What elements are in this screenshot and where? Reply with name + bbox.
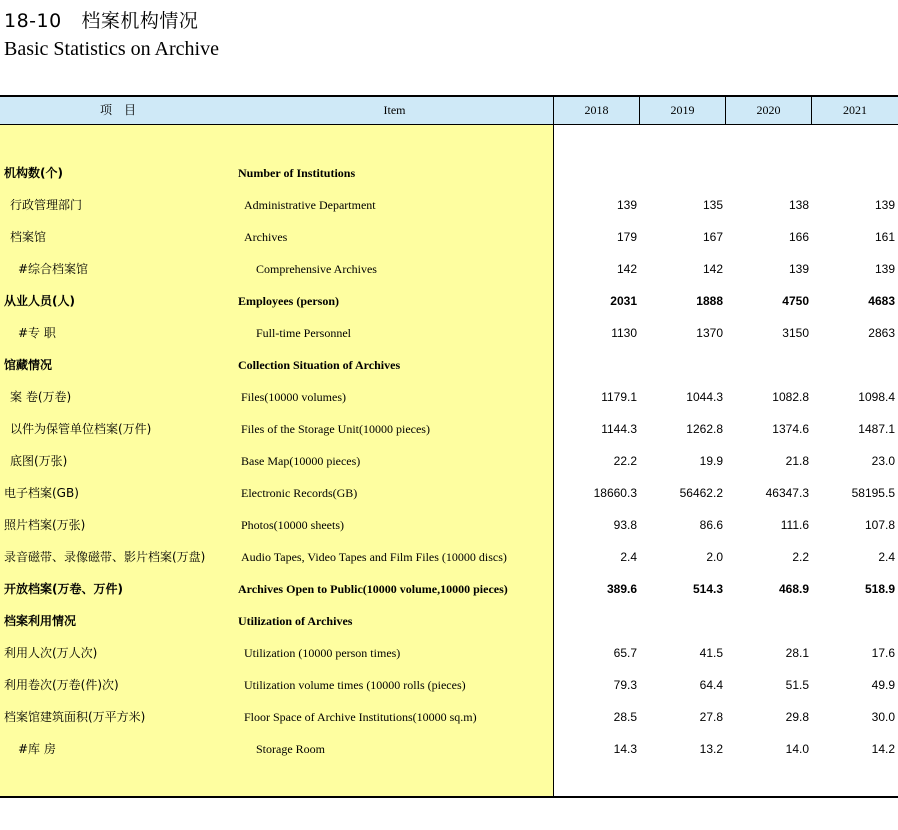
row-value-2019: 56462.2 <box>679 486 723 500</box>
row-label-en: Comprehensive Archives <box>256 262 377 276</box>
table-row <box>0 189 898 221</box>
row-value-2021: 139 <box>874 262 895 276</box>
header-item-en: Item <box>383 103 406 117</box>
table-row <box>0 669 898 701</box>
row-label-en: Archives <box>244 230 288 244</box>
table-row <box>0 637 898 669</box>
row-label-cn: 档案馆 <box>10 230 47 244</box>
row-value-2021: 161 <box>874 230 895 244</box>
row-label-cn: 行政管理部门 <box>10 198 83 212</box>
row-label-cn: #综合档案馆 <box>18 262 89 276</box>
row-label-cn: 从业人员(人) <box>4 294 75 308</box>
row-label-en: Collection Situation of Archives <box>238 358 401 372</box>
table-row <box>0 541 898 573</box>
row-value-2019: 1262.8 <box>686 422 723 436</box>
row-value-2021: 107.8 <box>864 518 895 532</box>
row-label-en: Floor Space of Archive Institutions(10000 sq.m) <box>244 710 477 724</box>
table-row <box>0 381 898 413</box>
row-value-2019: 13.2 <box>699 742 723 756</box>
table-row <box>0 253 898 285</box>
row-label-cn: 电子档案(GB) <box>4 486 79 500</box>
table-row <box>0 317 898 349</box>
row-label-cn: 照片档案(万张) <box>4 518 86 532</box>
row-value-2019: 514.3 <box>692 582 723 596</box>
row-label-en: Electronic Records(GB) <box>241 486 358 500</box>
row-label-en: Storage Room <box>256 742 325 756</box>
row-value-2020: 46347.3 <box>765 486 809 500</box>
table-row <box>0 605 898 637</box>
table-title-cn-text: 档案机构情况 <box>81 10 199 32</box>
row-value-2018: 1179.1 <box>601 390 637 404</box>
table-number: 18-10 <box>4 10 62 32</box>
row-label-en: Base Map(10000 pieces) <box>241 454 361 468</box>
row-label-en: Files of the Storage Unit(10000 pieces) <box>241 422 430 436</box>
row-value-2021: 58195.5 <box>851 486 895 500</box>
table-row <box>0 285 898 317</box>
row-label-cn: 馆藏情况 <box>4 358 53 372</box>
row-label-cn: 利用卷次(万卷(件)次) <box>4 678 119 692</box>
table-row <box>0 445 898 477</box>
row-value-2021: 1098.4 <box>858 390 895 404</box>
row-value-2021: 2863 <box>868 326 895 340</box>
row-value-2020: 2.2 <box>792 550 809 564</box>
row-value-2021: 2.4 <box>878 550 895 564</box>
row-value-2020: 468.9 <box>778 582 809 596</box>
row-label-en: Files(10000 volumes) <box>241 390 346 404</box>
row-label-cn: 以件为保管单位档案(万件) <box>10 422 152 436</box>
table-title-cn <box>4 6 198 33</box>
row-value-2021: 4683 <box>868 294 895 308</box>
table-row <box>0 349 898 381</box>
row-value-2021: 30.0 <box>871 710 895 724</box>
row-value-2019: 1888 <box>696 294 723 308</box>
row-label-en: Number of Institutions <box>238 166 356 180</box>
table-row <box>0 733 898 765</box>
row-value-2019: 1044.3 <box>686 390 723 404</box>
row-value-2020: 21.8 <box>785 454 809 468</box>
row-value-2019: 167 <box>702 230 723 244</box>
header-item-cn: 项 目 <box>99 103 136 117</box>
row-label-cn: 档案馆建筑面积(万平方米) <box>4 710 146 724</box>
table-row <box>0 573 898 605</box>
row-value-2019: 135 <box>702 198 723 212</box>
row-value-2021: 139 <box>874 198 895 212</box>
row-label-cn: 开放档案(万卷、万件) <box>4 582 123 596</box>
row-value-2019: 142 <box>702 262 723 276</box>
row-label-en: Employees (person) <box>238 294 339 308</box>
row-label-cn: 利用人次(万人次) <box>4 646 98 660</box>
table-row <box>0 701 898 733</box>
table-row <box>0 509 898 541</box>
table-row <box>0 157 898 189</box>
table-row <box>0 413 898 445</box>
table-title-en: Basic Statistics on Archive <box>4 38 219 60</box>
row-label-cn: #库 房 <box>18 742 56 756</box>
row-value-2019: 41.5 <box>699 646 723 660</box>
row-value-2018: 65.7 <box>613 646 637 660</box>
row-value-2021: 23.0 <box>871 454 895 468</box>
table-header <box>0 97 898 125</box>
row-value-2019: 64.4 <box>699 678 723 692</box>
row-label-en: Utilization of Archives <box>238 614 353 628</box>
row-label-en: Administrative Department <box>244 198 376 212</box>
table-row <box>0 221 898 253</box>
row-value-2018: 2.4 <box>620 550 637 564</box>
row-value-2020: 1374.6 <box>772 422 809 436</box>
row-value-2020: 166 <box>788 230 809 244</box>
row-value-2020: 28.1 <box>785 646 809 660</box>
row-value-2021: 17.6 <box>871 646 895 660</box>
row-value-2020: 111.6 <box>780 518 809 532</box>
row-value-2018: 1144.3 <box>601 422 637 436</box>
table-row <box>0 477 898 509</box>
row-value-2018: 1130 <box>611 326 637 340</box>
row-value-2020: 1082.8 <box>772 390 809 404</box>
row-value-2021: 14.2 <box>871 742 895 756</box>
row-value-2020: 29.8 <box>785 710 809 724</box>
row-value-2018: 139 <box>616 198 637 212</box>
row-label-en: Photos(10000 sheets) <box>241 518 344 532</box>
row-label-cn: 录音磁带、录像磁带、影片档案(万盘) <box>4 550 206 564</box>
row-value-2018: 79.3 <box>613 678 637 692</box>
row-label-cn: 底图(万张) <box>10 454 68 468</box>
row-value-2019: 19.9 <box>699 454 723 468</box>
row-value-2018: 28.5 <box>613 710 637 724</box>
row-value-2020: 14.0 <box>785 742 809 756</box>
row-value-2019: 86.6 <box>699 518 723 532</box>
row-label-en: Full-time Personnel <box>256 326 351 340</box>
row-value-2018: 93.8 <box>613 518 637 532</box>
header-year-2018: 2018 <box>584 103 609 117</box>
row-value-2018: 142 <box>616 262 637 276</box>
row-label-cn: 档案利用情况 <box>4 614 77 628</box>
row-value-2019: 27.8 <box>699 710 723 724</box>
row-label-en: Utilization volume times (10000 rolls (pieces) <box>244 678 466 692</box>
row-value-2020: 139 <box>788 262 809 276</box>
row-value-2018: 22.2 <box>613 454 637 468</box>
row-value-2019: 1370 <box>696 326 723 340</box>
row-value-2019: 2.0 <box>706 550 723 564</box>
row-label-cn: 案 卷(万卷) <box>10 390 72 404</box>
row-value-2021: 49.9 <box>871 678 895 692</box>
row-value-2018: 14.3 <box>613 742 637 756</box>
row-value-2021: 1487.1 <box>858 422 895 436</box>
row-label-en: Utilization (10000 person times) <box>244 646 401 660</box>
row-label-cn: #专 职 <box>18 326 56 340</box>
row-value-2018: 18660.3 <box>593 486 637 500</box>
row-label-en: Archives Open to Public(10000 volume,10000 pieces) <box>238 582 508 596</box>
header-year-2021: 2021 <box>843 103 867 117</box>
row-value-2020: 138 <box>788 198 809 212</box>
row-value-2018: 179 <box>616 230 637 244</box>
row-value-2018: 2031 <box>610 294 637 308</box>
header-year-2020: 2020 <box>756 103 781 117</box>
row-label-cn: 机构数(个) <box>4 166 63 180</box>
row-value-2020: 51.5 <box>785 678 809 692</box>
row-value-2020: 4750 <box>782 294 809 308</box>
header-year-2019: 2019 <box>670 103 695 117</box>
row-value-2020: 3150 <box>782 326 809 340</box>
row-value-2021: 518.9 <box>864 582 895 596</box>
bottom-rule <box>0 796 898 798</box>
row-value-2018: 389.6 <box>606 582 637 596</box>
row-label-en: Audio Tapes, Video Tapes and Film Files (10000 discs) <box>241 550 507 564</box>
